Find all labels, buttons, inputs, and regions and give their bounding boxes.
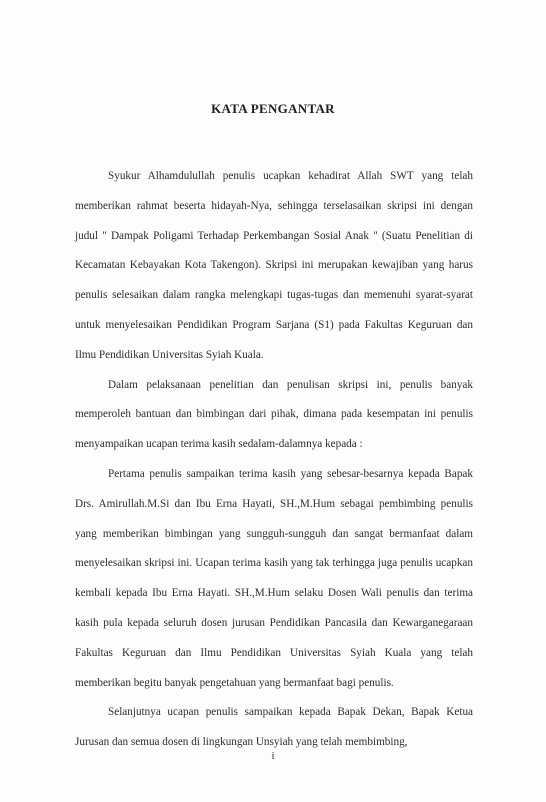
paragraph-4: Selanjutnya ucapan penulis sampaikan kepada Bapak Dekan, Bapak Ketua Jurusan dan semua dosen di lingkungan Unsyiah yang telah membimbing, [75,706,473,749]
body-text [75,162,473,758]
paragraph-1: Syukur Alhamdulullah penulis ucapkan kehadirat Allah SWT yang telah memberikan rahmat beserta hidayah-Nya, sehingga terselasaikan skripsi ini dengan judul " Dampak Poligami Terhadap Perkembangan Sosial Anak " (Suatu Penelitian di Kecamatan Kebayakan Kota Takengon). Skripsi ini merupakan kewajiban yang harus penulis selesaikan dalam rangka melengkapi tugas-tugas dan memenuhi syarat-syarat untuk menyelesaikan Pendidikan Program Sarjana (S1) pada Fakultas Keguruan dan Ilmu Pendidikan Universitas Syiah Kuala. [75,170,473,361]
paragraph-2: Dalam pelaksanaan penelitian dan penulisan skripsi ini, penulis banyak memperoleh bantuan dan bimbingan dari pihak, dimana pada kesempatan ini penulis menyampaikan ucapan terima kasih sedalam-dalamnya kepada : [75,378,473,451]
page-title: KATA PENGANTAR [211,101,335,116]
paragraph-3: Pertama penulis sampaikan terima kasih yang sebesar-besarnya kepada Bapak Drs. Amirullah.M.Si dan Ibu Erna Hayati, SH.,M.Hum sebagai pembimbing penulis yang memberikan bimbingan yang sungguh-sungguh dan sangat bermanfaat dalam menyelesaikan skripsi ini. Ucapan terima kasih yang tak terhingga juga penulis ucapkan kembali kepada Ibu Erna Hayati. SH.,M.Hum selaku Dosen Wali penulis dan terima kasih pula kepada seluruh dosen jurusan Pendidikan Pancasila dan Kewarganegaraan Fakultas Keguruan dan Ilmu Pendidikan Universitas Syiah Kuala yang telah memberikan begitu banyak pengetahuan yang bermanfaat bagi penulis. [75,467,473,689]
page-number: i [271,750,275,762]
